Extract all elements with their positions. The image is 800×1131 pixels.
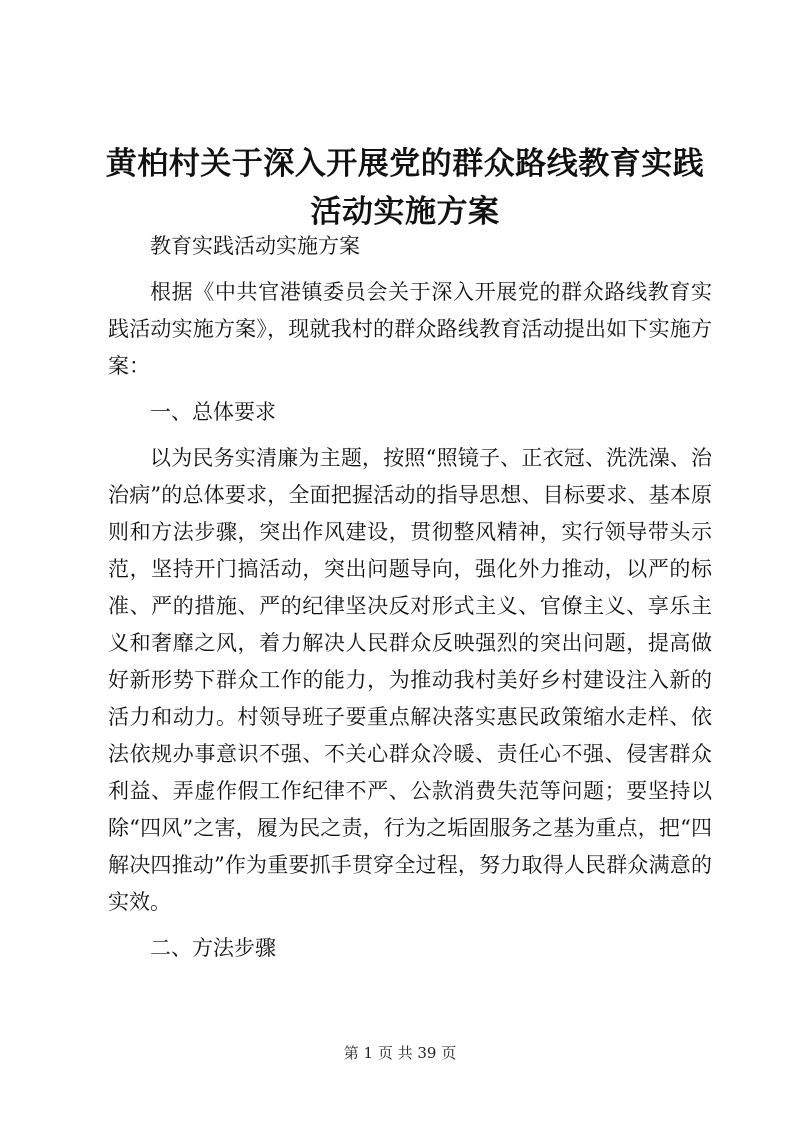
section-heading-general-requirements: 一、总体要求 [150,400,276,424]
page-footer: 第 1 页 共 39 页 [343,1044,457,1062]
section-heading-methods-steps: 二、方法步骤 [150,936,276,960]
document-body [108,228,712,967]
paragraph-subtitle: 教育实践活动实施方案 [150,234,360,258]
paragraph-intro: 根据《中共官港镇委员会关于深入开展党的群众路线教育实践活动实施方案》，现就我村的群众路线教育活动提出如下实施方案： [108,280,712,378]
paragraph-general-requirements: 以为民务实清廉为主题，按照“照镜子、正衣冠、洗洗澡、治治病”的总体要求，全面把握活动的指导思想、目标要求、基本原则和方法步骤，突出作风建设，贯彻整风精神，实行领导带头示范，坚持开门搞活动，突出问题导向，强化外力推动，以严的标准、严的措施、严的纪律坚决反对形式主义、官僚主义、享乐主义和奢靡之风，着力解决人民群众反映强烈的突出问题，提高做好新形势下群众工作的能力，为推动我村美好乡村建设注入新的活力和动力。村领导班子要重点解决落实惠民政策缩水走样、依法依规办事意识不强、不关心群众冷暖、责任心不强、侵害群众利益、弄虚作假工作纪律不严、公款消费失范等问题；要坚持以除“四风”之害，履为民之责，行为之垢固服务之基为重点，把“四解决四推动”作为重要抓手贯穿全过程，努力取得人民群众满意的实效。 [108,446,712,914]
document-title: 黄柏村关于深入开展党的群众路线教育实践活动实施方案 [105,146,705,230]
